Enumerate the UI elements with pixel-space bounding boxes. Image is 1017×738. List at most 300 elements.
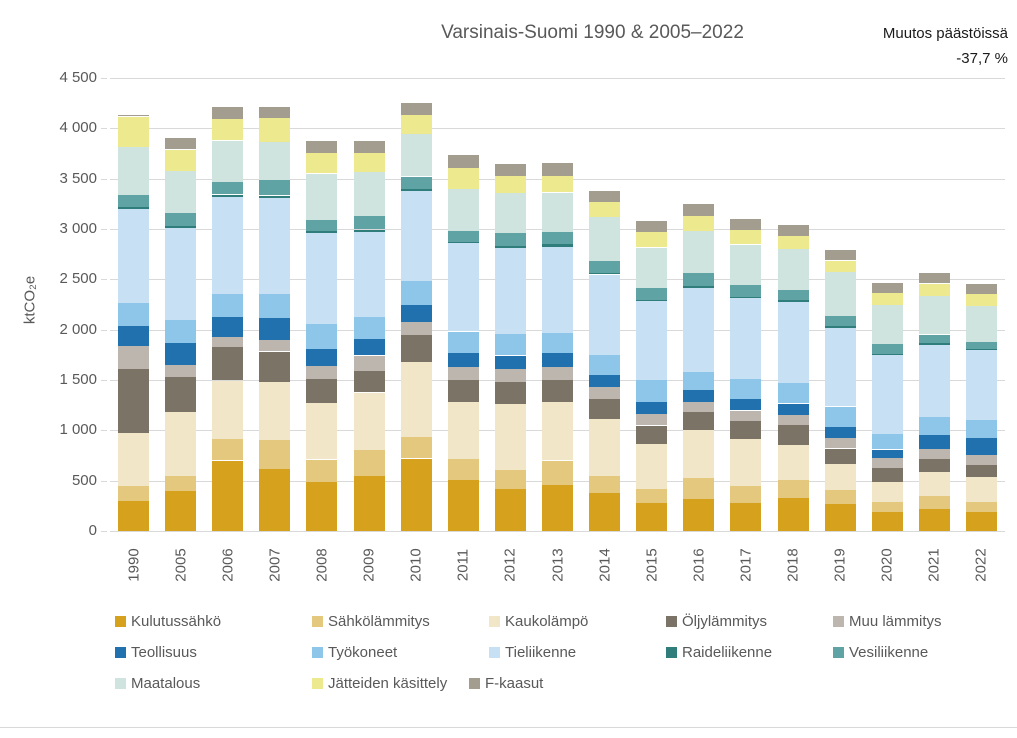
bar-segment (589, 355, 620, 375)
bar-segment (401, 177, 432, 190)
legend-item (115, 675, 200, 692)
bar-segment (165, 476, 196, 491)
legend-swatch-icon (115, 616, 126, 627)
bar-segment (778, 225, 809, 236)
bar-segment (495, 489, 526, 531)
bar-segment (730, 411, 761, 421)
bar-segment (825, 407, 856, 427)
bar-segment (401, 115, 432, 133)
y-tick-mark (101, 179, 107, 180)
bar-segment (636, 426, 667, 444)
y-tick-mark (101, 128, 107, 129)
bar-segment (683, 204, 714, 216)
bar-segment (542, 353, 573, 366)
bar-segment (778, 249, 809, 290)
x-tick-label: 2015 (643, 548, 661, 582)
y-tick-mark (101, 330, 107, 331)
y-tick-label: 2 500 (59, 270, 97, 287)
bar-segment (259, 382, 290, 441)
bar-segment (825, 490, 856, 503)
x-tick-label: 2009 (360, 548, 378, 582)
bar-segment (542, 380, 573, 402)
bar-segment (966, 420, 997, 439)
y-tick-mark (101, 481, 107, 482)
bar-segment (165, 343, 196, 365)
bar-segment (212, 439, 243, 461)
legend-label: Vesiliikenne (849, 644, 929, 661)
bar-segment (401, 305, 432, 322)
bar-segment (306, 379, 337, 403)
bar-segment (683, 390, 714, 402)
bar-segment (636, 402, 667, 414)
bar-segment (730, 486, 761, 503)
bar-segment (259, 118, 290, 142)
bar-segment (683, 499, 714, 531)
bar-segment (259, 352, 290, 382)
bar-segment (825, 316, 856, 326)
bar-segment (495, 369, 526, 382)
bar-segment (118, 346, 149, 369)
bar-segment (165, 213, 196, 226)
gridline (110, 128, 1005, 129)
bar-segment (919, 284, 950, 297)
legend-item (666, 644, 772, 661)
bar-segment (448, 402, 479, 459)
bar-segment (872, 354, 903, 356)
bar-segment (966, 284, 997, 294)
bar-segment (589, 399, 620, 419)
bar-segment (448, 231, 479, 242)
bar-segment (778, 498, 809, 531)
bar-segment (212, 337, 243, 347)
bar-segment (401, 362, 432, 438)
bar-segment (589, 476, 620, 493)
bar-segment (778, 300, 809, 302)
bar-segment (495, 382, 526, 404)
bar-segment (636, 301, 667, 380)
bar-segment (354, 476, 385, 531)
bar-segment (919, 496, 950, 509)
bar-segment (118, 147, 149, 196)
y-tick-label: 4 000 (59, 119, 97, 136)
bar-segment (306, 141, 337, 153)
bar-segment (966, 438, 997, 455)
y-tick-mark (101, 229, 107, 230)
bar-segment (306, 460, 337, 482)
legend-label: Sähkölämmitys (328, 613, 430, 630)
bar-segment (966, 350, 997, 420)
bar-segment (306, 231, 337, 233)
bar-segment (259, 340, 290, 352)
bar-segment (495, 193, 526, 233)
bar-segment (966, 502, 997, 512)
bar-segment (872, 468, 903, 482)
bar-segment (354, 141, 385, 153)
bar-segment (259, 294, 290, 318)
bar-segment (542, 247, 573, 334)
legend-label: Teollisuus (131, 644, 197, 661)
legend-swatch-icon (115, 647, 126, 658)
bar-segment (165, 491, 196, 531)
y-tick-mark (101, 430, 107, 431)
bar-segment (683, 372, 714, 390)
bar-segment (825, 272, 856, 316)
chart-title: Varsinais-Suomi 1990 & 2005–2022 (441, 22, 744, 43)
legend-item (489, 613, 588, 630)
bar-segment (683, 273, 714, 286)
bar-segment (259, 142, 290, 181)
bar-segment (118, 501, 149, 531)
bar-segment (636, 248, 667, 288)
y-tick-label: 3 000 (59, 220, 97, 237)
bar-segment (448, 353, 479, 366)
bar-segment (683, 402, 714, 412)
bar-segment (542, 461, 573, 486)
legend-item (833, 644, 928, 661)
bar-segment (919, 472, 950, 496)
bar-segment (118, 433, 149, 485)
bar-segment (919, 459, 950, 472)
legend-item (312, 675, 447, 692)
bar-segment (825, 427, 856, 439)
bar-segment (683, 286, 714, 288)
bar-segment (589, 217, 620, 261)
x-tick-label: 2013 (549, 548, 567, 582)
bar-segment (354, 172, 385, 216)
bar-segment (636, 414, 667, 426)
bar-segment (825, 464, 856, 491)
bar-segment (589, 273, 620, 275)
legend-swatch-icon (469, 678, 480, 689)
bar-segment (165, 171, 196, 213)
x-tick-label: 2022 (972, 548, 990, 582)
legend-swatch-icon (666, 647, 677, 658)
bar-segment (306, 174, 337, 220)
bar-segment (825, 504, 856, 531)
x-tick-label: 2018 (784, 548, 802, 582)
bar-segment (636, 288, 667, 300)
bar-segment (778, 404, 809, 416)
x-tick-label: 2014 (596, 548, 614, 582)
bar-segment (212, 317, 243, 337)
legend-label: Kulutussähkö (131, 613, 222, 630)
bar-segment (495, 164, 526, 176)
bar-segment (589, 493, 620, 531)
change-annotation-label: Muutos päästöissä (882, 25, 1008, 42)
bar-segment (730, 297, 761, 299)
bar-segment (966, 512, 997, 531)
bottom-divider (0, 727, 1017, 728)
bar-segment (495, 233, 526, 245)
bar-segment (683, 216, 714, 231)
x-tick-label: 2007 (266, 548, 284, 582)
bar-segment (919, 417, 950, 435)
bar-segment (354, 356, 385, 371)
bar-segment (354, 450, 385, 476)
bar-segment (118, 207, 149, 209)
bar-segment (872, 293, 903, 305)
bar-segment (825, 250, 856, 260)
bar-segment (259, 198, 290, 295)
bar-segment (448, 189, 479, 231)
bar-segment (354, 371, 385, 393)
bar-segment (306, 349, 337, 366)
bar-segment (306, 233, 337, 324)
bar-segment (872, 283, 903, 294)
bar-segment (919, 435, 950, 448)
legend-label: Tieliikenne (505, 644, 577, 661)
legend-swatch-icon (489, 616, 500, 627)
bar-segment (919, 335, 950, 343)
bar-segment (495, 404, 526, 469)
bar-segment (495, 248, 526, 334)
legend-swatch-icon (489, 647, 500, 658)
legend-swatch-icon (833, 616, 844, 627)
legend-item (833, 613, 942, 630)
bar-segment (165, 226, 196, 228)
bar-segment (778, 236, 809, 249)
bar-segment (683, 231, 714, 273)
x-tick-label: 2005 (172, 548, 190, 582)
x-tick-label: 2016 (690, 548, 708, 582)
bar-segment (636, 232, 667, 247)
bar-segment (919, 345, 950, 417)
bar-segment (259, 107, 290, 118)
bar-segment (589, 419, 620, 476)
bar-segment (683, 288, 714, 372)
bar-segment (118, 209, 149, 303)
bar-segment (872, 355, 903, 434)
bar-segment (354, 216, 385, 229)
bar-segment (165, 138, 196, 149)
bar-segment (212, 197, 243, 294)
bar-segment (448, 168, 479, 189)
bar-segment (966, 465, 997, 477)
x-tick-label: 2020 (878, 548, 896, 582)
bar-segment (589, 202, 620, 217)
x-tick-label: 2019 (831, 548, 849, 582)
legend-swatch-icon (666, 616, 677, 627)
bar-segment (919, 509, 950, 531)
bar-segment (966, 294, 997, 306)
legend-label: Työkoneet (328, 644, 398, 661)
bar-segment (495, 356, 526, 369)
bar-segment (212, 294, 243, 318)
bar-segment (401, 335, 432, 362)
bar-segment (966, 477, 997, 502)
bar-segment (636, 380, 667, 402)
bar-segment (354, 393, 385, 450)
bar-segment (636, 503, 667, 531)
y-tick-label: 1 500 (59, 371, 97, 388)
bar-segment (636, 489, 667, 503)
bar-segment (966, 342, 997, 349)
bar-segment (354, 339, 385, 356)
bar-segment (778, 480, 809, 498)
bar-segment (306, 220, 337, 232)
bar-segment (212, 195, 243, 198)
bar-segment (259, 180, 290, 195)
gridline (110, 78, 1005, 79)
x-tick-label: 2010 (407, 548, 425, 582)
y-tick-mark (101, 279, 107, 280)
bar-segment (259, 469, 290, 531)
bar-segment (825, 449, 856, 464)
legend-item (115, 644, 197, 661)
bar-segment (165, 365, 196, 377)
bar-segment (778, 302, 809, 383)
bar-segment (448, 367, 479, 380)
bar-segment (872, 502, 903, 512)
bar-segment (730, 503, 761, 531)
y-tick-label: 1 000 (59, 421, 97, 438)
bar-segment (872, 482, 903, 502)
bar-segment (306, 324, 337, 349)
bar-segment (730, 379, 761, 399)
bar-segment (919, 343, 950, 345)
bar-segment (212, 182, 243, 194)
bar-segment (354, 230, 385, 232)
legend-label: Maatalous (131, 675, 201, 692)
bar-segment (966, 455, 997, 465)
bar-segment (636, 300, 667, 302)
bar-segment (401, 103, 432, 115)
bar-segment (872, 344, 903, 354)
bar-segment (212, 141, 243, 183)
change-annotation (883, 21, 1008, 71)
bar-segment (401, 134, 432, 177)
bar-segment (542, 333, 573, 353)
bar-segment (448, 155, 479, 168)
bar-segment (589, 375, 620, 387)
bar-segment (825, 326, 856, 328)
legend-label: Öljylämmitys (682, 613, 767, 630)
bar-segment (118, 369, 149, 433)
bar-segment (165, 228, 196, 320)
legend-item (312, 613, 430, 630)
legend-label: Muu lämmitys (849, 613, 942, 630)
bar-segment (354, 232, 385, 317)
bar-segment (872, 512, 903, 531)
bar-segment (306, 366, 337, 379)
legend-swatch-icon (312, 616, 323, 627)
bar-segment (118, 195, 149, 207)
y-tick-label: 2 000 (59, 321, 97, 338)
bar-segment (401, 189, 432, 191)
x-tick-label: 1990 (125, 548, 143, 582)
bar-segment (542, 367, 573, 380)
y-axis-title: ktCO₂e (21, 275, 39, 325)
bar-segment (259, 196, 290, 198)
bar-segment (165, 412, 196, 476)
legend-label: Raideliikenne (682, 644, 773, 661)
bar-segment (825, 261, 856, 273)
bar-segment (966, 349, 997, 351)
bar-segment (165, 377, 196, 412)
y-tick-mark (101, 531, 107, 532)
bar-segment (495, 470, 526, 489)
bar-segment (495, 176, 526, 193)
bar-segment (778, 290, 809, 300)
bar-segment (165, 320, 196, 344)
bar-segment (778, 445, 809, 479)
bar-segment (730, 285, 761, 297)
bar-segment (589, 275, 620, 356)
bar-segment (495, 334, 526, 356)
bar-segment (401, 459, 432, 532)
bar-segment (730, 298, 761, 379)
bar-segment (778, 383, 809, 403)
bar-segment (730, 421, 761, 440)
legend-label: Kaukolämpö (505, 613, 589, 630)
bar-segment (495, 246, 526, 249)
bar-segment (589, 387, 620, 399)
change-annotation-value: -37,7 % (956, 50, 1008, 67)
bar-segment (401, 281, 432, 305)
bar-segment (730, 439, 761, 486)
bar-segment (683, 478, 714, 499)
x-tick-label: 2011 (454, 548, 472, 582)
bar-segment (165, 150, 196, 171)
legend-swatch-icon (833, 647, 844, 658)
bar-segment (636, 444, 667, 489)
y-tick-label: 3 500 (59, 170, 97, 187)
bar-segment (683, 430, 714, 477)
bar-segment (589, 191, 620, 203)
bar-segment (448, 243, 479, 331)
bar-segment (542, 232, 573, 244)
bar-segment (730, 219, 761, 230)
bar-segment (401, 191, 432, 282)
bar-segment (448, 459, 479, 480)
bar-segment (542, 163, 573, 176)
bar-segment (212, 347, 243, 380)
bar-segment (542, 193, 573, 233)
y-tick-label: 4 500 (59, 69, 97, 86)
legend-label: Jätteiden käsittely (328, 675, 448, 692)
legend-swatch-icon (115, 678, 126, 689)
bar-segment (919, 449, 950, 459)
bar-segment (542, 402, 573, 461)
bar-segment (118, 486, 149, 501)
bar-segment (872, 458, 903, 468)
bar-segment (306, 402, 337, 459)
legend-swatch-icon (312, 647, 323, 658)
bar-segment (118, 115, 149, 116)
legend-swatch-icon (312, 678, 323, 689)
y-tick-mark (101, 380, 107, 381)
bar-segment (306, 482, 337, 531)
bar-segment (778, 425, 809, 445)
bar-segment (966, 306, 997, 342)
bar-segment (825, 438, 856, 448)
legend-item (666, 613, 767, 630)
bar-segment (919, 273, 950, 283)
bar-segment (542, 176, 573, 193)
legend-item (469, 675, 543, 692)
bar-segment (730, 230, 761, 244)
bar-segment (212, 119, 243, 141)
y-tick-label: 0 (88, 522, 97, 539)
bar-segment (306, 153, 337, 173)
legend-label: F-kaasut (485, 675, 544, 692)
x-tick-label: 2006 (219, 548, 237, 582)
bar-segment (448, 332, 479, 354)
bar-segment (542, 485, 573, 531)
bar-segment (872, 305, 903, 344)
y-tick-label: 500 (71, 472, 97, 489)
bar-segment (448, 380, 479, 402)
